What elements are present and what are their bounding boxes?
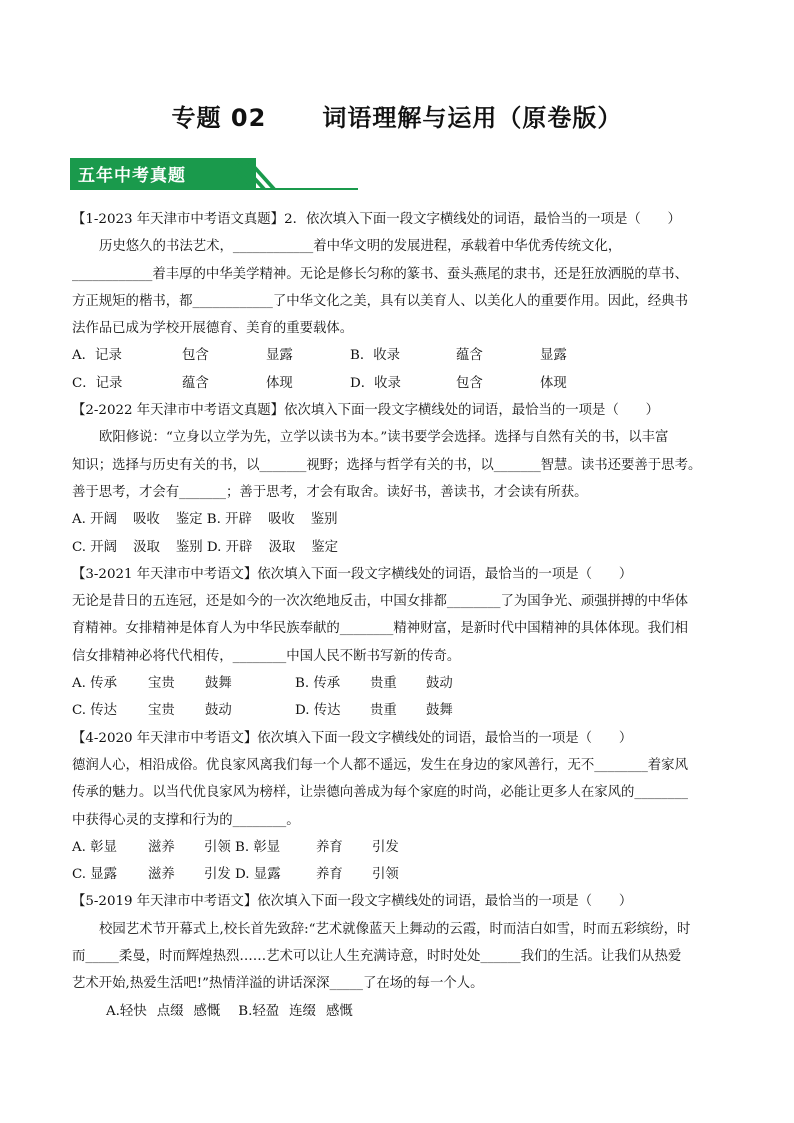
passage-line: 历史悠久的书法艺术，____________着中华文明的发展进程，承载着中华优秀传统文化， (99, 239, 622, 255)
option-cell: 养育 (316, 839, 343, 855)
option-cell: 滋养 (148, 839, 175, 855)
option-cell: 显露 (266, 348, 293, 364)
passage-line: 欧阳修说：“立身以立学为先，立学以读书为本。”读书要学会选择。选择与自然有关的书，以丰富 (99, 430, 669, 446)
passage-line: ____________着丰厚的中华美学精神。无论是修长匀称的篆书、蚕头燕尾的隶书，还是狂放洒脱的草书、 (72, 266, 688, 282)
option-cell: A. 开阔 (72, 512, 117, 528)
option-cell: 包含 (182, 348, 209, 364)
option-cell: 宝贵 (148, 703, 175, 719)
option-cell: 鼓动 (426, 676, 453, 692)
option-row (72, 670, 732, 697)
passage-line: 中获得心灵的支撑和行为的________。 (72, 812, 300, 828)
option-row (72, 534, 732, 561)
passage-line: 知识；选择与历史有关的书，以_______视野；选择与哲学有关的书，以_______智慧。读书还要善于思考。 (72, 457, 702, 473)
question-header: 【2-2022 年天津市中考语文真题】依次填入下面一段文字横线处的词语，最恰当的一项是（ ） (72, 403, 660, 419)
question-header: 【3-2021 年天津市中考语文】依次填入下面一段文字横线处的词语，最恰当的一项是（ ） (72, 566, 633, 582)
option-cell: 蕴含 (182, 375, 209, 391)
passage-line: 法作品已成为学校开展德育、美育的重要载体。 (72, 321, 354, 337)
section-banner (70, 158, 360, 192)
option-cell: 鉴别 (310, 512, 338, 528)
option-row (72, 834, 732, 861)
option-row (72, 861, 732, 888)
option-cell: 蕴含 (456, 348, 483, 364)
questions (72, 206, 732, 1025)
option-cell: 感慨 (325, 1003, 353, 1019)
passage-line: 而_____柔曼，时而辉煌热烈……艺术可以让人生充满诗意，时时处处______我们的生活。让我们从热爱 (72, 949, 682, 965)
option-cell: A. 彰显 (72, 839, 117, 855)
option-cell: 体现 (266, 375, 293, 391)
question-header: 【5-2019 年天津市中考语文】依次填入下面一段文字横线处的词语，最恰当的一项是（ ） (72, 894, 633, 910)
passage-line: 传承的魅力。以当代优良家风为榜样，让崇德向善成为每个家庭的时尚，必能让更多人在家风的________ (72, 785, 688, 801)
option-cell: 引发 (372, 839, 399, 855)
option-cell: C．记录 (72, 375, 123, 391)
option-cell: C. 开阔 (72, 539, 118, 555)
option-cell: A．记录 (72, 348, 122, 364)
option-cell: 鉴定 B. 开辟 (175, 512, 252, 528)
option-cell: A.轻快 (106, 1003, 147, 1019)
option-cell: 体现 (540, 375, 567, 391)
option-cell: 贵重 (370, 703, 397, 719)
option-cell: 汲取 (133, 539, 160, 555)
option-cell: 汲取 (268, 539, 296, 555)
passage-line: 善于思考，才会有_______；善于思考，才会有取舍。读好书，善读书，才会读有所获。 (72, 484, 588, 500)
option-cell: 连缀 (289, 1003, 316, 1019)
option-cell: 鉴定 (311, 539, 338, 555)
option-cell: 引领 (372, 867, 399, 883)
option-cell: 引发 D. 显露 (204, 867, 281, 883)
passage-line: 德润人心，相沿成俗。优良家风离我们每一个人都不遥远，发生在身边的家风善行，无不________着家风 (72, 757, 688, 773)
option-row (72, 998, 732, 1025)
option-cell: 贵重 (370, 676, 397, 692)
option-cell: D. 传达 (295, 703, 341, 719)
option-cell: 滋养 (148, 867, 175, 883)
option-cell: B. 传承 (295, 676, 341, 692)
passage-line: 方正规矩的楷书，都____________了中华文化之美，具有以美育人、以美化人的重要作用。因此，经典书 (72, 293, 688, 309)
question-header: 【4-2020 年天津市中考语文】依次填入下面一段文字横线处的词语，最恰当的一项是（ ） (72, 730, 633, 746)
option-cell: A. 传承 (72, 676, 117, 692)
option-cell: 鉴别 D. 开辟 (175, 539, 253, 555)
banner-underline (70, 188, 358, 190)
passage-line: 无论是昔日的五连冠，还是如今的一次次绝地反击，中国女排都________了为国争光、顽强拼搏的中华体 (72, 594, 688, 610)
passage-line: 育精神。女排精神是体育人为中华民族奉献的________精神财富，是新时代中国精神的具体体现。我们相 (72, 621, 688, 637)
option-cell: 鼓动 (205, 703, 232, 719)
option-cell: 显露 (540, 348, 567, 364)
option-cell: B.轻盈 (238, 1003, 280, 1019)
option-cell: 鼓舞 (205, 676, 232, 692)
section-title: 五年中考真题 (78, 166, 186, 186)
option-cell: D．收录 (350, 375, 401, 391)
option-cell: 吸收 (132, 512, 160, 528)
option-cell: 宝贵 (148, 676, 175, 692)
option-cell: 点缀 (156, 1003, 184, 1019)
option-cell: 引领 B. 彰显 (204, 839, 281, 855)
option-row (72, 370, 732, 397)
page-title: 专题 02 词语理解与运用（原卷版） (171, 104, 623, 132)
option-cell: C. 显露 (72, 867, 118, 883)
option-row (72, 342, 732, 369)
passage-line: 艺术开始,热爱生活吧!”热情洋溢的讲话深深_____了在场的每一个人。 (72, 976, 484, 992)
option-cell: B．收录 (350, 348, 401, 364)
question-header: 【1-2023 年天津市中考语文真题】2．依次填入下面一段文字横线处的词语，最恰当的一项是（ ） (72, 212, 681, 227)
option-row (72, 506, 732, 533)
option-cell: 养育 (316, 867, 343, 883)
option-cell: 鼓舞 (426, 703, 453, 719)
option-cell: 感慨 (193, 1003, 221, 1019)
passage-line: 信女排精神必将代代相传，________中国人民不断书写新的传奇。 (72, 648, 461, 664)
passage-line: 校园艺术节开幕式上,校长首先致辞:“艺术就像蓝天上舞动的云霞，时而洁白如雪，时而五彩缤纷，时 (99, 921, 691, 937)
option-cell: 包含 (456, 375, 483, 391)
option-cell: C. 传达 (72, 703, 118, 719)
option-row (72, 697, 732, 724)
option-cell: 吸收 (267, 512, 295, 528)
